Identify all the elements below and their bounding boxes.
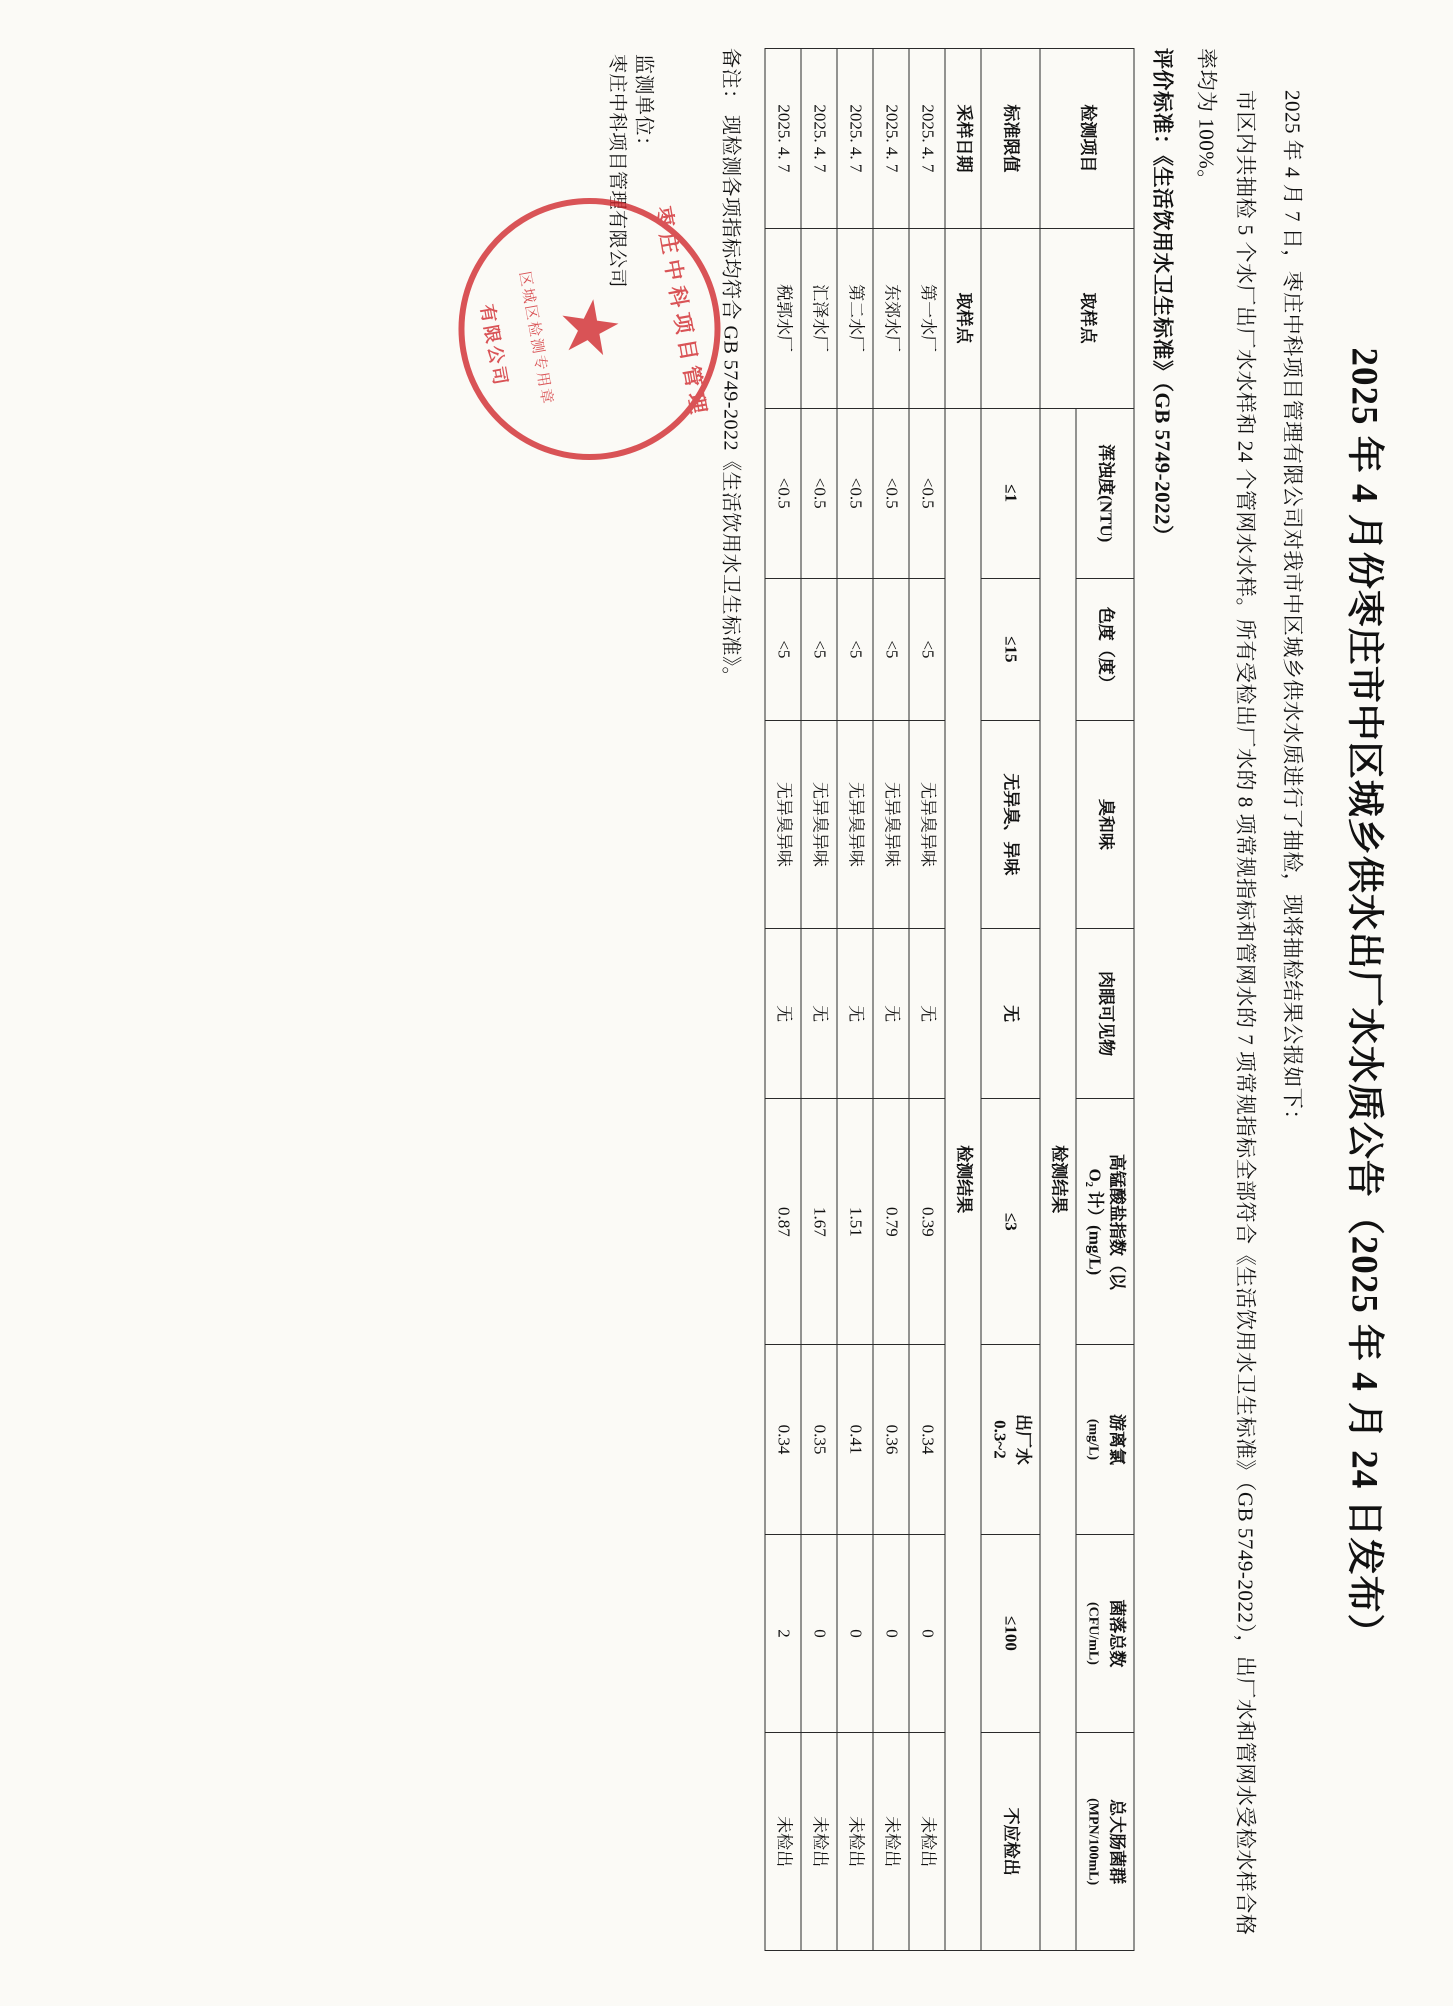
monitor-unit-label: 监测单位： [632, 54, 655, 157]
cell-visible: 无 [837, 929, 873, 1099]
cell-odor: 无异臭异味 [801, 720, 837, 928]
cell-coliform: 未检出 [765, 1733, 801, 1951]
limit-turbidity: ≤1 [980, 408, 1039, 578]
cell-turbidity: <0.5 [837, 408, 873, 578]
cell-visible: 无 [908, 929, 944, 1099]
cell-date: 2025. 4. 7 [872, 49, 908, 229]
limit-odor: 无异臭、异味 [980, 720, 1039, 928]
header-cod-line2: O₂ 计）(mg/L) [1084, 1168, 1104, 1276]
cell-turbidity: <0.5 [801, 408, 837, 578]
cell-point: 税郭水厂 [765, 228, 801, 408]
header-cod-line1: 高锰酸盐指数（以 [1107, 1153, 1127, 1290]
cell-odor: 无异臭异味 [765, 720, 801, 928]
stamp-arc-bottom: 有限公司 [476, 302, 511, 389]
table-row [908, 49, 944, 1951]
evaluation-standard: 评价标准：《生活饮用水卫生标准》（GB 5749-2022） [1150, 48, 1175, 547]
cell-color: <5 [801, 578, 837, 720]
cell-point: 汇泽水厂 [801, 228, 837, 408]
header-bacteria [1075, 1534, 1134, 1733]
table-row [872, 49, 908, 1951]
cell-date: 2025. 4. 7 [908, 49, 944, 229]
limit-coliform: 不应检出 [980, 1733, 1039, 1951]
water-quality-table [764, 48, 1134, 1951]
cell-chlorine: 0.34 [765, 1345, 801, 1534]
table-column-label-row [944, 49, 980, 1951]
cell-date: 2025. 4. 7 [837, 49, 873, 229]
cell-odor: 无异臭异味 [837, 720, 873, 928]
cell-cod: 0.39 [908, 1099, 944, 1345]
table-row [765, 49, 801, 1951]
limit-chlorine-line2: 0.3~2 [989, 1420, 1009, 1459]
header-chlorine-name: 游离氯 [1107, 1413, 1127, 1465]
table-header-row [1075, 49, 1134, 1951]
limit-cod: ≤3 [980, 1099, 1039, 1345]
header-point: 取样点 [1039, 228, 1134, 408]
cell-bacteria: 2 [765, 1534, 801, 1733]
limit-label: 标准限值 [980, 49, 1039, 229]
stamp-arc-top: 枣庄中科项目管理 [650, 204, 712, 422]
monitor-unit-block [476, 48, 712, 1951]
header-odor: 臭和味 [1075, 720, 1134, 928]
cell-bacteria: 0 [908, 1534, 944, 1733]
header-coliform-name: 总大肠菌群 [1107, 1799, 1127, 1885]
cell-turbidity: <0.5 [908, 408, 944, 578]
cell-bacteria: 0 [801, 1534, 837, 1733]
cell-odor: 无异臭异味 [872, 720, 908, 928]
header-item-label: 检测项目 [1039, 49, 1134, 229]
cell-visible: 无 [872, 929, 908, 1099]
monitor-unit-name: 枣庄中科项目管理有限公司 [606, 54, 628, 289]
cell-coliform: 未检出 [908, 1733, 944, 1951]
header-bacteria-name: 菌落总数 [1107, 1599, 1127, 1668]
table-limit-row [980, 49, 1039, 1951]
header-cod [1075, 1099, 1134, 1345]
cell-cod: 0.87 [765, 1099, 801, 1345]
header-point-2: 取样点 [944, 228, 980, 408]
cell-chlorine: 0.34 [908, 1345, 944, 1534]
stamp-center-text: 区城区检测专用章 [515, 270, 555, 407]
cell-color: <5 [837, 578, 873, 720]
cell-cod: 1.67 [801, 1099, 837, 1345]
cell-cod: 1.51 [837, 1099, 873, 1345]
table-row [801, 49, 837, 1951]
paragraph-intro: 2025 年 4 月 7 日，枣庄中科项目管理有限公司对我市中区城乡供水水质进行了抽检，现将抽检结果公报如下： [1280, 90, 1304, 1131]
header-coliform-unit: (MPN/100mL) [1084, 1798, 1100, 1886]
official-seal-stamp [437, 177, 741, 481]
limit-bacteria: ≤100 [980, 1534, 1039, 1733]
page-title: 2025 年 4 月份枣庄市中区城乡供水出厂水水质公告（2025 年 4 月 24 日发布） [1343, 347, 1384, 1652]
cell-cod: 0.79 [872, 1099, 908, 1345]
cell-coliform: 未检出 [872, 1733, 908, 1951]
header-result-group: 检测结果 [1039, 408, 1075, 1950]
cell-color: <5 [908, 578, 944, 720]
header-turbidity: 浑浊度(NTU) [1075, 408, 1134, 578]
cell-point: 第一水厂 [908, 228, 944, 408]
note-label: 备注： [719, 48, 742, 110]
limit-visible: 无 [980, 929, 1039, 1099]
cell-coliform: 未检出 [801, 1733, 837, 1951]
header-coliform [1075, 1733, 1134, 1951]
table-row [837, 49, 873, 1951]
limit-point-empty [980, 228, 1039, 408]
cell-turbidity: <0.5 [765, 408, 801, 578]
star-icon: ★ [542, 288, 636, 370]
cell-chlorine: 0.41 [837, 1345, 873, 1534]
cell-visible: 无 [765, 929, 801, 1099]
header-visible: 肉眼可见物 [1075, 929, 1134, 1099]
cell-bacteria: 0 [837, 1534, 873, 1733]
header-result-group-2: 检测结果 [944, 408, 980, 1950]
limit-color: ≤15 [980, 578, 1039, 720]
header-date: 采样日期 [944, 49, 980, 229]
cell-color: <5 [765, 578, 801, 720]
cell-point: 东郊水厂 [872, 228, 908, 408]
cell-chlorine: 0.35 [801, 1345, 837, 1534]
cell-visible: 无 [801, 929, 837, 1099]
cell-color: <5 [872, 578, 908, 720]
cell-chlorine: 0.36 [872, 1345, 908, 1534]
limit-chlorine [980, 1345, 1039, 1534]
header-chlorine-unit: (mg/L) [1084, 1418, 1100, 1461]
table-body [765, 49, 945, 1951]
cell-coliform: 未检出 [837, 1733, 873, 1951]
cell-date: 2025. 4. 7 [765, 49, 801, 229]
cell-bacteria: 0 [872, 1534, 908, 1733]
paragraph-summary: 市区内共抽检 5 个水厂出厂水水样和 24 个管网水水样。所有受检出厂水的 8 项常规指标和管网水的 7 项常规指标全部符合《生活饮用水卫生标准》（GB 5749-2022），出厂水和管网水受检水样合格率均为 100%。 [1194, 48, 1258, 1936]
note-text: 现检测各项指标均符合 GB 5749-2022《生活饮用水卫生标准》。 [719, 115, 742, 687]
cell-point: 第二水厂 [837, 228, 873, 408]
header-chlorine [1075, 1345, 1134, 1534]
header-color: 色度（度） [1075, 578, 1134, 720]
cell-date: 2025. 4. 7 [801, 49, 837, 229]
cell-odor: 无异臭异味 [908, 720, 944, 928]
limit-chlorine-line1: 出厂水 [1012, 1413, 1032, 1465]
cell-turbidity: <0.5 [872, 408, 908, 578]
header-bacteria-unit: (CFU/mL) [1084, 1601, 1100, 1665]
